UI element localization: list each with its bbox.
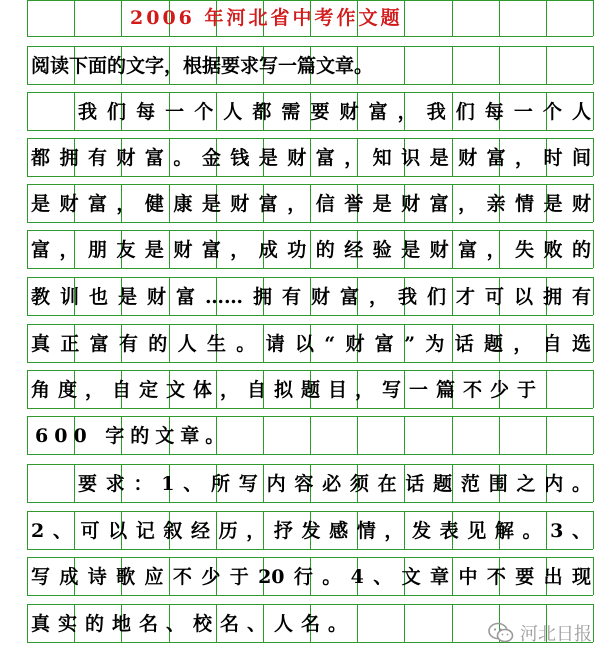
text-line-13: 真实的地名、校名、人名。 [31, 613, 356, 635]
text-line-7: 真正富有的人生。请以“财富”为话题，自选 [31, 333, 591, 355]
text-line-5: 富，朋友是财富，成功的经验是财富，失败的 [31, 239, 591, 261]
text-line-12: 写成诗歌应不少于20行。4、文章中不要出现 [31, 566, 591, 588]
text-line-10: 要求：1、所写内容必须在话题范围之内。 [78, 473, 591, 495]
watermark-text: 河北日报 [520, 624, 592, 645]
text-line-4: 是财富，健康是财富，信誉是财富，亲情是财 [31, 193, 591, 215]
text-line-3: 都拥有财富。金钱是财富，知识是财富，时间 [31, 147, 591, 169]
watermark [488, 620, 592, 646]
text-line-8: 角度，自定文体，自拟题目，写一篇不少于 [31, 379, 545, 401]
text-line-1: 阅读下面的文字，根据要求写一篇文章。 [31, 55, 374, 77]
text-line-11: 2、可以记叙经历，抒发感情，发表见解。3、 [31, 520, 591, 542]
text-line-9: 600 字的文章。 [35, 425, 231, 447]
essay-title: 2006 年河北省中考作文题 [130, 7, 403, 29]
text-line-2: 我们每一个人都需要财富，我们每一个人 [78, 101, 591, 123]
wechat-icon [488, 622, 514, 644]
text-line-6: 教训也是财富……拥有财富，我们才可以拥有 [31, 286, 591, 308]
